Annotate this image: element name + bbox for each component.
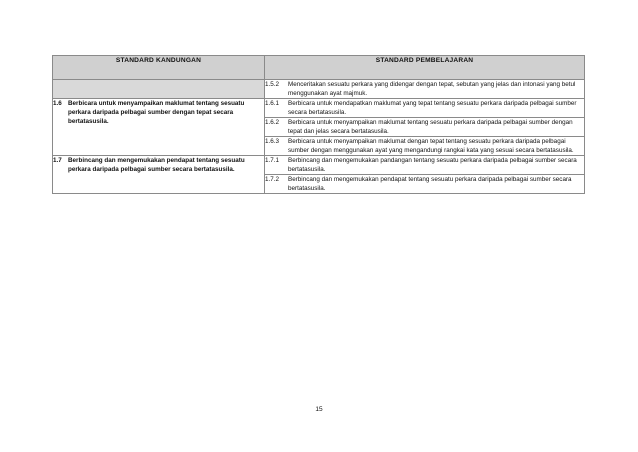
sp-item — [265, 156, 584, 174]
sp-item — [265, 80, 584, 98]
sp-number: 1.5.2 — [265, 81, 280, 88]
table-row — [53, 80, 585, 99]
sp-text: Berbicara untuk mendapatkan maklumat yang tepat tentang sesuatu perkara daripada pelbagai sumber secara bertatasusila. — [288, 100, 577, 116]
sp-cell — [265, 80, 585, 99]
header-row — [53, 56, 585, 80]
sp-cell — [265, 99, 585, 118]
page-number: 15 — [315, 406, 323, 413]
sp-number: 1.7.2 — [265, 176, 280, 183]
sk-number: 1.7 — [53, 157, 62, 164]
sp-cell — [265, 118, 585, 137]
sp-text: Berbicara untuk menyampaikan maklumat tentang sesuatu perkara daripada pelbagai sumber dengan tepat dan jelas secara bertatasusila. — [288, 119, 573, 135]
sp-item — [265, 99, 584, 117]
sp-number: 1.7.1 — [265, 157, 280, 164]
sk-item — [53, 156, 264, 174]
header-content-standard: STANDARD KANDUNGAN — [53, 56, 265, 80]
sp-cell — [265, 175, 585, 194]
sk-cell-empty — [53, 80, 265, 99]
sk-cell — [53, 156, 265, 194]
header-learning-standard: STANDARD PEMBELAJARAN — [265, 56, 585, 80]
table-row — [53, 156, 585, 175]
sp-item — [265, 137, 584, 155]
table-row — [53, 99, 585, 118]
sk-item — [53, 99, 264, 126]
sp-cell — [265, 137, 585, 156]
standards-table — [52, 55, 585, 194]
sp-number: 1.6.1 — [265, 100, 280, 107]
sp-number: 1.6.2 — [265, 119, 280, 126]
sp-item — [265, 175, 584, 193]
sp-text: Berbincang dan mengemukakan pendapat tentang sesuatu perkara daripada pelbagai sumber secara bertatasusila. — [288, 176, 572, 192]
sp-cell — [265, 156, 585, 175]
sk-cell — [53, 99, 265, 156]
sp-text: Berbicara untuk menyampaikan maklumat dengan tepat tentang sesuatu perkara daripada pelbagai sumber dengan menggunakan ayat yang mengandungi rangkai kata yang sesuai secara bertatasusila. — [288, 138, 574, 154]
sp-text: Berbincang dan mengemukakan pandangan tentang sesuatu perkara daripada pelbagai sumber secara bertatasusila. — [288, 157, 577, 173]
sp-number: 1.6.3 — [265, 138, 280, 145]
sk-text: Berbincang dan mengemukakan pendapat tentang sesuatu perkara daripada pelbagai sumber secara bertatasusila. — [68, 157, 245, 173]
sk-text: Berbicara untuk menyampaikan maklumat tentang sesuatu perkara daripada pelbagai sumber dengan tepat secara bertatasusila. — [68, 100, 245, 125]
sp-text: Menceritakan sesuatu perkara yang didengar dengan tepat, sebutan yang jelas dan intonasi yang betul menggunakan ayat majmuk. — [288, 81, 576, 97]
sp-item — [265, 118, 584, 136]
sk-number: 1.6 — [53, 100, 62, 107]
